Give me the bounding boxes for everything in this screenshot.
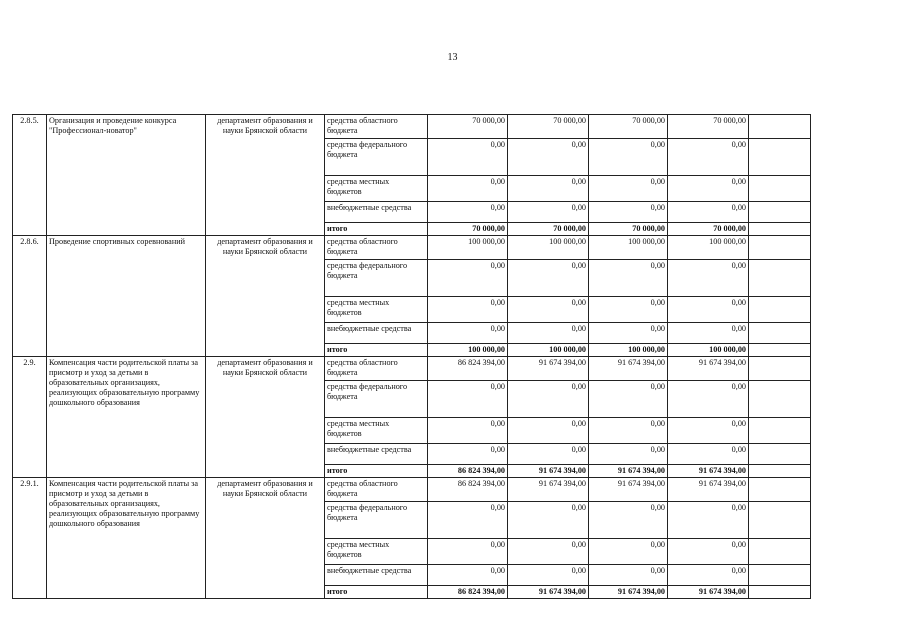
amount-cell: 0,00 — [508, 502, 589, 539]
funding-source: итого — [325, 344, 428, 357]
amount-cell: 0,00 — [428, 323, 508, 344]
amount-cell: 0,00 — [428, 539, 508, 565]
amount-cell: 0,00 — [668, 297, 749, 323]
amount-cell: 70 000,00 — [508, 115, 589, 139]
amount-cell: 0,00 — [589, 444, 668, 465]
funding-source: средства федерального бюджета — [325, 381, 428, 418]
funding-source: средства местных бюджетов — [325, 297, 428, 323]
empty-cell — [749, 223, 811, 236]
budget-row — [13, 357, 811, 381]
amount-cell: 0,00 — [508, 418, 589, 444]
funding-source: средства местных бюджетов — [325, 176, 428, 202]
amount-cell: 91 674 394,00 — [589, 357, 668, 381]
amount-cell: 70 000,00 — [428, 223, 508, 236]
amount-cell: 70 000,00 — [508, 223, 589, 236]
amount-cell: 0,00 — [668, 539, 749, 565]
amount-cell: 0,00 — [428, 202, 508, 223]
amount-cell: 91 674 394,00 — [589, 586, 668, 599]
amount-cell: 0,00 — [589, 202, 668, 223]
empty-cell — [749, 539, 811, 565]
empty-cell — [749, 444, 811, 465]
amount-cell: 86 824 394,00 — [428, 478, 508, 502]
amount-cell: 70 000,00 — [428, 115, 508, 139]
amount-cell: 0,00 — [668, 323, 749, 344]
amount-cell: 0,00 — [508, 539, 589, 565]
amount-cell: 0,00 — [668, 565, 749, 586]
amount-cell: 0,00 — [508, 565, 589, 586]
budget-row — [13, 115, 811, 139]
page-number: 13 — [447, 52, 458, 63]
item-name: Организация и проведение конкурса "Профессионал-новатор" — [47, 115, 206, 236]
amount-cell: 0,00 — [668, 139, 749, 176]
amount-cell: 91 674 394,00 — [508, 586, 589, 599]
empty-cell — [749, 344, 811, 357]
amount-cell: 0,00 — [428, 565, 508, 586]
empty-cell — [749, 115, 811, 139]
amount-cell: 0,00 — [428, 502, 508, 539]
empty-cell — [749, 323, 811, 344]
amount-cell: 0,00 — [428, 260, 508, 297]
funding-source: средства местных бюджетов — [325, 418, 428, 444]
amount-cell: 100 000,00 — [589, 344, 668, 357]
empty-cell — [749, 202, 811, 223]
funding-source: средства областного бюджета — [325, 357, 428, 381]
amount-cell: 100 000,00 — [508, 344, 589, 357]
amount-cell: 91 674 394,00 — [668, 478, 749, 502]
amount-cell: 0,00 — [508, 202, 589, 223]
amount-cell: 0,00 — [428, 176, 508, 202]
amount-cell: 0,00 — [589, 418, 668, 444]
amount-cell: 0,00 — [668, 418, 749, 444]
amount-cell: 0,00 — [428, 444, 508, 465]
amount-cell: 70 000,00 — [589, 115, 668, 139]
budget-table — [12, 114, 811, 599]
funding-source: внебюджетные средства — [325, 444, 428, 465]
amount-cell: 91 674 394,00 — [668, 357, 749, 381]
empty-cell — [749, 357, 811, 381]
amount-cell: 0,00 — [668, 176, 749, 202]
amount-cell: 91 674 394,00 — [668, 586, 749, 599]
empty-cell — [749, 236, 811, 260]
item-executor: департамент образования и науки Брянской области — [206, 478, 325, 599]
amount-cell: 0,00 — [508, 139, 589, 176]
amount-cell: 100 000,00 — [668, 344, 749, 357]
item-executor: департамент образования и науки Брянской области — [206, 115, 325, 236]
budget-row — [13, 236, 811, 260]
empty-cell — [749, 260, 811, 297]
amount-cell: 0,00 — [589, 260, 668, 297]
empty-cell — [749, 139, 811, 176]
empty-cell — [749, 297, 811, 323]
empty-cell — [749, 565, 811, 586]
amount-cell: 0,00 — [668, 202, 749, 223]
amount-cell: 0,00 — [508, 176, 589, 202]
funding-source: средства областного бюджета — [325, 236, 428, 260]
funding-source: средства федерального бюджета — [325, 139, 428, 176]
funding-source: внебюджетные средства — [325, 323, 428, 344]
funding-source: средства федерального бюджета — [325, 502, 428, 539]
amount-cell: 0,00 — [508, 381, 589, 418]
funding-source: итого — [325, 223, 428, 236]
empty-cell — [749, 502, 811, 539]
amount-cell: 0,00 — [589, 297, 668, 323]
funding-source: средства федерального бюджета — [325, 260, 428, 297]
amount-cell: 0,00 — [589, 502, 668, 539]
funding-source: средства местных бюджетов — [325, 539, 428, 565]
amount-cell: 91 674 394,00 — [668, 465, 749, 478]
amount-cell: 0,00 — [589, 565, 668, 586]
item-executor: департамент образования и науки Брянской области — [206, 236, 325, 357]
funding-source: внебюджетные средства — [325, 565, 428, 586]
amount-cell: 70 000,00 — [668, 223, 749, 236]
amount-cell: 86 824 394,00 — [428, 586, 508, 599]
amount-cell: 0,00 — [589, 381, 668, 418]
item-executor: департамент образования и науки Брянской области — [206, 357, 325, 478]
funding-source: итого — [325, 465, 428, 478]
budget-row — [13, 478, 811, 502]
amount-cell: 100 000,00 — [589, 236, 668, 260]
amount-cell: 0,00 — [508, 323, 589, 344]
amount-cell: 91 674 394,00 — [508, 357, 589, 381]
item-name: Компенсация части родительской платы за присмотр и уход за детьми в образовательных организациях, реализующих образовательную программу дошкольного образования — [47, 478, 206, 599]
amount-cell: 91 674 394,00 — [508, 465, 589, 478]
amount-cell: 0,00 — [589, 176, 668, 202]
amount-cell: 100 000,00 — [428, 344, 508, 357]
empty-cell — [749, 418, 811, 444]
empty-cell — [749, 176, 811, 202]
funding-source: средства областного бюджета — [325, 478, 428, 502]
amount-cell: 86 824 394,00 — [428, 465, 508, 478]
amount-cell: 0,00 — [589, 323, 668, 344]
amount-cell: 0,00 — [428, 139, 508, 176]
amount-cell: 100 000,00 — [508, 236, 589, 260]
item-name: Проведение спортивных соревнований — [47, 236, 206, 357]
amount-cell: 0,00 — [428, 297, 508, 323]
empty-cell — [749, 381, 811, 418]
item-code: 2.9.1. — [13, 478, 47, 599]
empty-cell — [749, 465, 811, 478]
amount-cell: 70 000,00 — [668, 115, 749, 139]
amount-cell: 91 674 394,00 — [589, 465, 668, 478]
empty-cell — [749, 586, 811, 599]
amount-cell: 70 000,00 — [589, 223, 668, 236]
funding-source: средства областного бюджета — [325, 115, 428, 139]
item-code: 2.8.6. — [13, 236, 47, 357]
amount-cell: 100 000,00 — [428, 236, 508, 260]
amount-cell: 0,00 — [668, 260, 749, 297]
amount-cell: 0,00 — [428, 418, 508, 444]
amount-cell: 0,00 — [508, 260, 589, 297]
amount-cell: 0,00 — [508, 297, 589, 323]
empty-cell — [749, 478, 811, 502]
amount-cell: 0,00 — [668, 381, 749, 418]
item-code: 2.9. — [13, 357, 47, 478]
amount-cell: 91 674 394,00 — [589, 478, 668, 502]
amount-cell: 0,00 — [589, 539, 668, 565]
funding-source: внебюджетные средства — [325, 202, 428, 223]
amount-cell: 0,00 — [668, 444, 749, 465]
amount-cell: 0,00 — [508, 444, 589, 465]
amount-cell: 86 824 394,00 — [428, 357, 508, 381]
amount-cell: 0,00 — [428, 381, 508, 418]
item-code: 2.8.5. — [13, 115, 47, 236]
amount-cell: 100 000,00 — [668, 236, 749, 260]
amount-cell: 0,00 — [668, 502, 749, 539]
amount-cell: 0,00 — [589, 139, 668, 176]
item-name: Компенсация части родительской платы за присмотр и уход за детьми в образовательных организациях, реализующих образовательную программу дошкольного образования — [47, 357, 206, 478]
amount-cell: 91 674 394,00 — [508, 478, 589, 502]
funding-source: итого — [325, 586, 428, 599]
